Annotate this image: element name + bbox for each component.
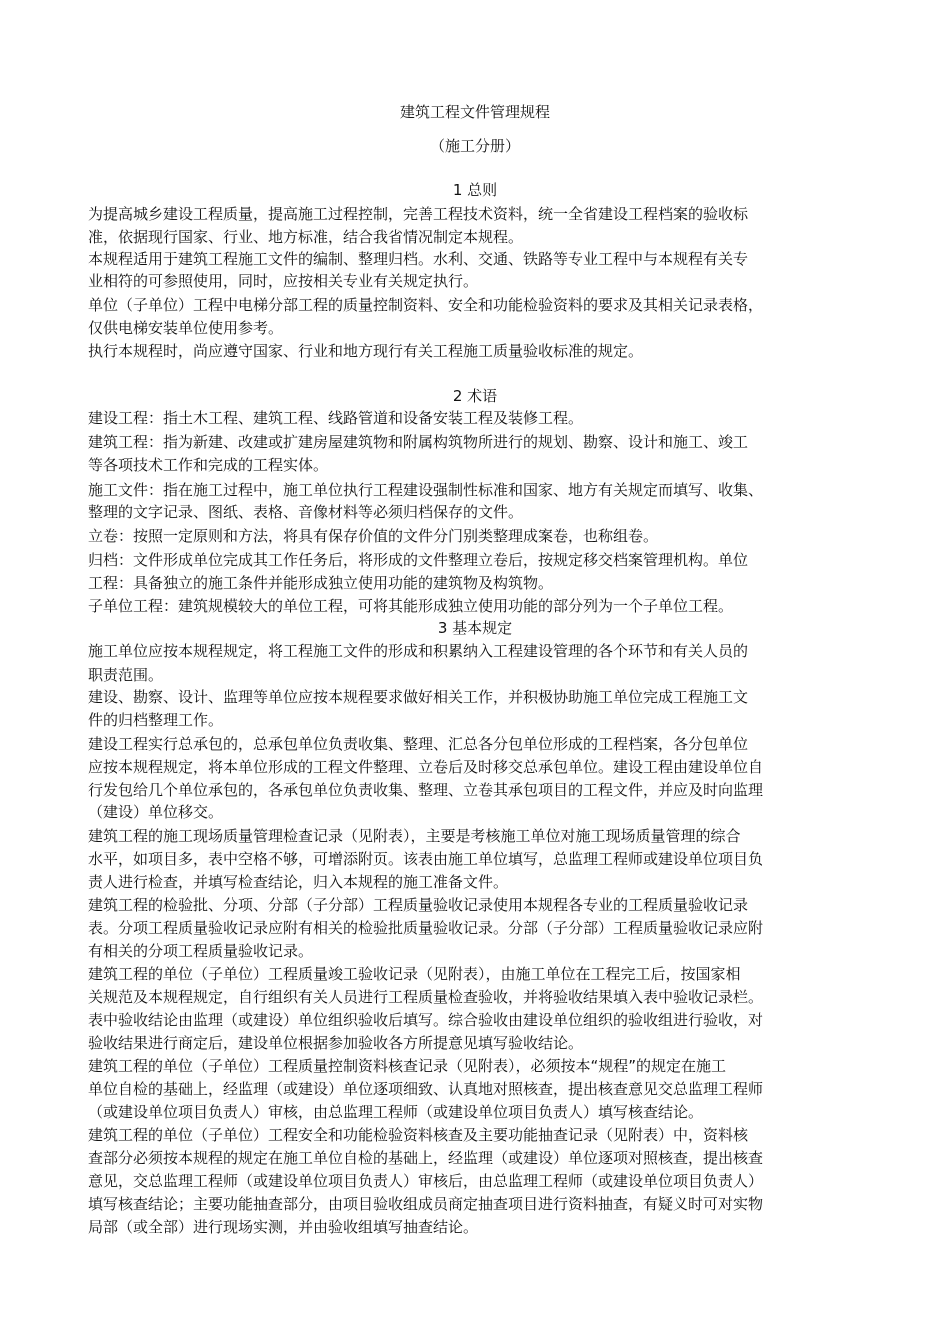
- paragraph-line: 建筑工程的单位（子单位）工程安全和功能检验资料核查及主要功能抽查记录（见附表）中，资料核: [88, 1126, 749, 1144]
- paragraph-line: 业相符的可参照使用，同时，应按相关专业有关规定执行。: [88, 272, 479, 290]
- paragraph-line: 建筑工程的施工现场质量管理检查记录（见附表），主要是考核施工单位对施工现场质量管理的综合: [88, 827, 741, 845]
- paragraph-line: 子单位工程：建筑规模较大的单位工程，可将其能形成独立使用功能的部分列为一个子单位工程。: [88, 597, 734, 615]
- paragraph-line: 准，依据现行国家、行业、地方标准，结合我省情况制定本规程。: [88, 228, 524, 246]
- paragraph-line: 表。分项工程质量验收记录应附有相关的检验批质量验收记录。分部（子分部）工程质量验收记录应附: [88, 919, 764, 937]
- paragraph-line: 建筑工程的单位（子单位）工程质量竣工验收记录（见附表），由施工单位在工程完工后，按国家相: [88, 965, 741, 983]
- paragraph-line: 执行本规程时，尚应遵守国家、行业和地方现行有关工程施工质量验收标准的规定。: [88, 342, 644, 360]
- document-subtitle: （施工分册）: [429, 137, 520, 155]
- paragraph-line: 验收结果进行商定后，建设单位根据参加验收各方所提意见填写验收结论。: [88, 1034, 584, 1052]
- paragraph-line: 建设、勘察、设计、监理等单位应按本规程要求做好相关工作，并积极协助施工单位完成工程施工文: [88, 688, 749, 706]
- paragraph-line: 查部分必须按本规程的规定在施工单位自检的基础上，经监理（或建设）单位逐项对照核查，提出核查: [88, 1149, 764, 1167]
- paragraph-line: （或建设单位项目负责人）审核，由总监理工程师（或建设单位项目负责人）填写核查结论。: [88, 1103, 704, 1121]
- paragraph-line: 建设工程：指土木工程、建筑工程、线路管道和设备安装工程及装修工程。: [88, 409, 584, 427]
- document-title: 建筑工程文件管理规程: [399, 103, 550, 121]
- paragraph-line: 施工单位应按本规程规定，将工程施工文件的形成和积累纳入工程建设管理的各个环节和有关人员的: [88, 642, 749, 660]
- paragraph-line: 单位自检的基础上，经监理（或建设）单位逐项细致、认真地对照核查，提出核查意见交总监理工程师: [88, 1080, 764, 1098]
- paragraph-line: 关规范及本规程规定，自行组织有关人员进行工程质量检查验收，并将验收结果填入表中验收记录栏。: [88, 988, 764, 1006]
- paragraph-line: 应按本规程规定，将本单位形成的工程文件整理、立卷后及时移交总承包单位。建设工程由建设单位自: [88, 758, 764, 776]
- paragraph-line: 职责范围。: [88, 666, 164, 684]
- paragraph-line: 施工文件：指在施工过程中，施工单位执行工程建设强制性标准和国家、地方有关规定而填写、收集、: [88, 481, 764, 499]
- paragraph-line: 建筑工程的检验批、分项、分部（子分部）工程质量验收记录使用本规程各专业的工程质量验收记录: [88, 896, 749, 914]
- paragraph-line: 水平，如项目多，表中空格不够，可增添附页。该表由施工单位填写，总监理工程师或建设单位项目负: [88, 850, 764, 868]
- paragraph-line: 本规程适用于建筑工程施工文件的编制、整理归档。水利、交通、铁路等专业工程中与本规程有关专: [88, 250, 749, 268]
- paragraph-line: 归档：文件形成单位完成其工作任务后，将形成的文件整理立卷后，按规定移交档案管理机构。单位: [88, 551, 749, 569]
- paragraph-line: 为提高城乡建设工程质量，提高施工过程控制，完善工程技术资料，统一全省建设工程档案的验收标: [88, 205, 749, 223]
- paragraph-line: 责人进行检查，并填写检查结论，归入本规程的施工准备文件。: [88, 873, 509, 891]
- paragraph-line: 整理的文字记录、图纸、表格、音像材料等必须归档保存的文件。: [88, 503, 524, 521]
- paragraph-line: 仅供电梯安装单位使用参考。: [88, 319, 284, 337]
- paragraph-line: 行发包给几个单位承包的，各承包单位负责收集、整理、立卷其承包项目的工程文件，并应及时向监理: [88, 781, 764, 799]
- section-heading: 2 术语: [452, 387, 498, 405]
- paragraph-line: 立卷：按照一定原则和方法，将具有保存价值的文件分门别类整理成案卷，也称组卷。: [88, 527, 659, 545]
- paragraph-line: 工程：具备独立的施工条件并能形成独立使用功能的建筑物及构筑物。: [88, 574, 554, 592]
- section-heading: 3 基本规定: [437, 619, 513, 637]
- paragraph-line: 意见，交总监理工程师（或建设单位项目负责人）审核后，由总监理工程师（或建设单位项目负责人）: [88, 1172, 764, 1190]
- paragraph-line: 建筑工程：指为新建、改建或扩建房屋建筑物和附属构筑物所进行的规划、勘察、设计和施工、竣工: [88, 433, 749, 451]
- paragraph-line: 局部（或全部）进行现场实测，并由验收组填写抽查结论。: [88, 1218, 479, 1236]
- paragraph-line: 建设工程实行总承包的，总承包单位负责收集、整理、汇总各分包单位形成的工程档案，各分包单位: [88, 735, 749, 753]
- paragraph-line: 建筑工程的单位（子单位）工程质量控制资料核查记录（见附表），必须按本“规程”的规定在施工: [88, 1057, 727, 1075]
- paragraph-line: 填写核查结论；主要功能抽查部分，由项目验收组成员商定抽查项目进行资料抽查，有疑义时可对实物: [88, 1195, 764, 1213]
- paragraph-line: 单位（子单位）工程中电梯分部工程的质量控制资料、安全和功能检验资料的要求及其相关记录表格，: [88, 296, 764, 314]
- section-heading: 1 总则: [452, 181, 498, 199]
- paragraph-line: 有相关的分项工程质量验收记录。: [88, 942, 314, 960]
- paragraph-line: 表中验收结论由监理（或建设）单位组织验收后填写。综合验收由建设单位组织的验收组进行验收，对: [88, 1011, 764, 1029]
- paragraph-line: 件的归档整理工作。: [88, 711, 224, 729]
- paragraph-line: （建设）单位移交。: [88, 803, 224, 821]
- paragraph-line: 等各项技术工作和完成的工程实体。: [88, 456, 329, 474]
